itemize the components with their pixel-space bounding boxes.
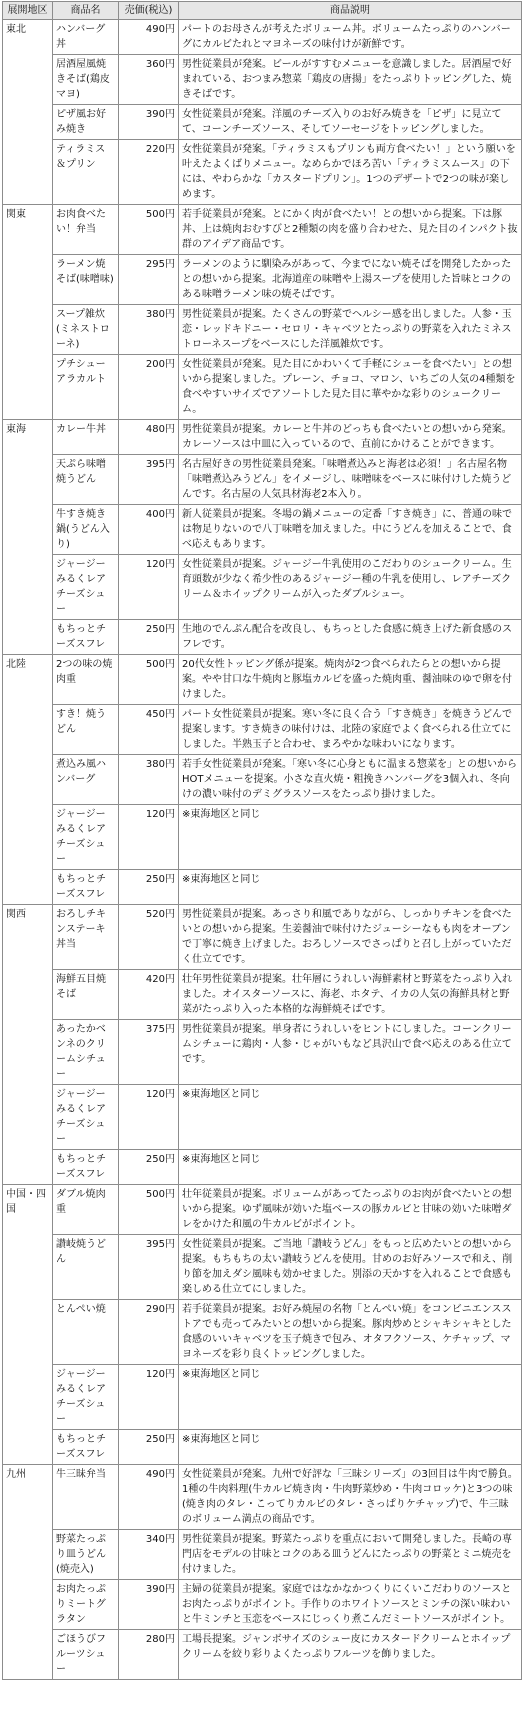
product-name-cell: もちっとチーズスフレ	[53, 620, 119, 655]
product-name-cell: ジャージーみるくレアチーズシュー	[53, 555, 119, 620]
table-row	[3, 1465, 522, 1530]
price-cell: 500円	[119, 655, 179, 705]
table-row	[3, 1580, 522, 1630]
price-cell: 450円	[119, 705, 179, 755]
table-row	[3, 1085, 522, 1150]
product-name-cell: ラーメン焼そば(味噌味)	[53, 255, 119, 305]
table-row	[3, 1235, 522, 1300]
product-name-cell: ジャージーみるくレアチーズシュー	[53, 1365, 119, 1430]
price-cell: 120円	[119, 1365, 179, 1430]
description-cell: 男性従業員が提案。カレーと牛丼のどっちも食べたいとの想いから発案。カレーソースは中皿に入っているので、直前にかけることができます。	[179, 420, 522, 455]
table-row	[3, 805, 522, 870]
table-header-row	[3, 2, 522, 20]
description-cell: 男性従業員が提案。あっさり和風でありながら、しっかりチキンを食べたいとの想いから提案。生姜醤油で味付けたジューシーなもも肉をオーブンで丁寧に焼き上げました。おろしソースでさっぱりと召し上がっていただく仕立てです。	[179, 905, 522, 970]
price-cell: 290円	[119, 1300, 179, 1365]
table-row	[3, 505, 522, 555]
product-name-cell: カレー牛丼	[53, 420, 119, 455]
price-cell: 120円	[119, 1085, 179, 1150]
region-cell: 九州	[3, 1465, 53, 1680]
product-name-cell: おろしチキンステーキ丼当	[53, 905, 119, 970]
product-name-cell: ティラミス＆プリン	[53, 140, 119, 205]
table-row	[3, 755, 522, 805]
table-row	[3, 620, 522, 655]
description-cell: 女性従業員が発案。見た目にかわいくて手軽にシューを食べたい」との想いから提案しました。プレーン、チョコ、マロン、いちごの人気の4種類を食べやすいサイズでアソートした見た目に華やかな彩りのシュークリーム。	[179, 355, 522, 420]
description-cell: 若手女性従業員が発案。「寒い冬に心身ともに温まる惣菜を」との想いからHOTメニューを提案。小さな直火焼・粗挽きハンバーグを3個入れ、冬向けの濃い味付のデミグラスソースをたっぷり掛けました。	[179, 755, 522, 805]
description-cell: 壮年男性従業員が提案。壮年層にうれしい海鮮素材と野菜をたっぷり入れました。オイスターソースに、海老、ホタテ、イカの人気の海鮮具材と野菜がたっぷり入った本格的な海鮮焼そばです。	[179, 970, 522, 1020]
table-row	[3, 455, 522, 505]
product-table-container	[2, 1, 521, 1680]
product-name-cell: スープ雑炊(ミネストローネ)	[53, 305, 119, 355]
description-cell: 壮年従業員が提案。ボリュームがあってたっぷりのお肉が食べたいとの想いから提案。ゆず風味が効いた塩ベースの豚カルビと甘味の効いた味噌ダレをかけた和風の牛カルビがポイント。	[179, 1185, 522, 1235]
product-name-cell: ハンバーグ丼	[53, 20, 119, 55]
product-name-cell: 海鮮五目焼そば	[53, 970, 119, 1020]
product-name-cell: もちっとチーズスフレ	[53, 870, 119, 905]
region-cell: 北陸	[3, 655, 53, 905]
description-cell: ※東海地区と同じ	[179, 1365, 522, 1430]
product-name-cell: 讃岐焼うどん	[53, 1235, 119, 1300]
product-name-cell: 牛すき焼き鍋(うどん入り)	[53, 505, 119, 555]
table-row	[3, 1365, 522, 1430]
table-row	[3, 705, 522, 755]
price-cell: 120円	[119, 555, 179, 620]
price-cell: 120円	[119, 805, 179, 870]
description-cell: 男性従業員が発案。ビールがすすむメニューを意識しました。居酒屋で好まれている、おつまみ惣菜「鶏皮の唐揚」をたっぷりトッピングした、焼きそばです。	[179, 55, 522, 105]
table-row	[3, 20, 522, 55]
price-cell: 380円	[119, 755, 179, 805]
price-cell: 395円	[119, 1235, 179, 1300]
region-cell: 東北	[3, 20, 53, 205]
price-cell: 250円	[119, 870, 179, 905]
description-cell: ※東海地区と同じ	[179, 870, 522, 905]
description-cell: 工場長提案。ジャンボサイズのシュー皮にカスタードクリームとホイップクリームを絞り彩りよくたっぷりフルーツを飾りました。	[179, 1630, 522, 1680]
price-cell: 250円	[119, 1150, 179, 1185]
price-cell: 250円	[119, 620, 179, 655]
header-price: 売価(税込)	[119, 2, 179, 20]
price-cell: 220円	[119, 140, 179, 205]
price-cell: 375円	[119, 1020, 179, 1085]
region-cell: 中国・四国	[3, 1185, 53, 1465]
product-name-cell: とんぺい焼	[53, 1300, 119, 1365]
product-name-cell: 煮込み風ハンバーグ	[53, 755, 119, 805]
product-name-cell: 天ぷら味噌焼うどん	[53, 455, 119, 505]
product-name-cell: ダブル焼肉重	[53, 1185, 119, 1235]
table-row	[3, 970, 522, 1020]
header-region: 展開地区	[3, 2, 53, 20]
description-cell: ※東海地区と同じ	[179, 1085, 522, 1150]
table-row	[3, 205, 522, 255]
region-cell: 東海	[3, 420, 53, 655]
description-cell: ※東海地区と同じ	[179, 1430, 522, 1465]
product-name-cell: ジャージーみるくレアチーズシュー	[53, 1085, 119, 1150]
price-cell: 420円	[119, 970, 179, 1020]
table-row	[3, 105, 522, 140]
table-row	[3, 305, 522, 355]
table-row	[3, 905, 522, 970]
description-cell: 男性従業員が提案。単身者にうれしいをヒントにしました。コーンクリームシチューに鶏肉・人参・じゃがいもなど具沢山で食べ応えのある仕立てです。	[179, 1020, 522, 1085]
table-row	[3, 140, 522, 205]
description-cell: 20代女性トッピング係が提案。焼肉が2つ食べられたらとの想いから提案。やや甘口な牛焼肉と豚塩カルビを盛った焼肉重、醤油味のゆで卵を付けました。	[179, 655, 522, 705]
description-cell: 若手従業員が提案。お好み焼屋の名物「とんぺい焼」をコンビニエンスストアでも売ってみたいとの想いから提案。豚肉炒めとシャキシャキとした食感のいいキャベツを玉子焼きで包み、オタフクソース、ケチャップ、マヨネーズを彩り良くトッピングしました。	[179, 1300, 522, 1365]
description-cell: 女性従業員が発案。九州で好評な「三昧シリーズ」の3回目は牛肉で勝負。1種の牛肉料理(牛カルビ焼き肉・牛肉野菜炒め・牛肉コロッケ)と3つの味(焼き肉のタレ・こってりカルビのタレ・さっぱりケチャップ)で、牛三昧のボリューム満点の商品です。	[179, 1465, 522, 1530]
description-cell: 女性従業員が提案。ご当地「讃岐うどん」をもっと広めたいとの想いから提案。もちもちの太い讃岐うどんを使用。甘めのお好みソースで和え、削り節を加えダシ風味も効かせました。別添の天かすを入れることで食感も楽しめる仕立てにしました。	[179, 1235, 522, 1300]
table-row	[3, 1300, 522, 1365]
table-row	[3, 1150, 522, 1185]
table-row	[3, 1430, 522, 1465]
price-cell: 480円	[119, 420, 179, 455]
product-name-cell: もちっとチーズスフレ	[53, 1430, 119, 1465]
product-name-cell: あったかベンネのクリームシチュー	[53, 1020, 119, 1085]
price-cell: 250円	[119, 1430, 179, 1465]
table-row	[3, 1630, 522, 1680]
description-cell: パート女性従業員が提案。寒い冬に良く合う「すき焼き」を焼きうどんで提案します。すき焼きの味付けは、北陸の家庭でよく食べられる仕立てにしました。半熟玉子と合わせ、まろやかな味わいになります。	[179, 705, 522, 755]
product-name-cell: もちっとチーズスフレ	[53, 1150, 119, 1185]
product-name-cell: お肉たっぷりミートグラタン	[53, 1580, 119, 1630]
price-cell: 400円	[119, 505, 179, 555]
header-description: 商品説明	[179, 2, 522, 20]
table-row	[3, 255, 522, 305]
price-cell: 200円	[119, 355, 179, 420]
product-name-cell: お肉食べたい！弁当	[53, 205, 119, 255]
price-cell: 340円	[119, 1530, 179, 1580]
price-cell: 500円	[119, 205, 179, 255]
description-cell: 新人従業員が提案。冬場の鍋メニューの定番「すき焼き」に、普通の味では物足りないので八丁味噌を加えました。中にうどんを加えることで、食べ応えもあります。	[179, 505, 522, 555]
description-cell: 男性従業員が提案。たくさんの野菜でヘルシー感を出しました。人参・玉恋・レッドキドニー・セロリ・キャベツとたっぷりの野菜を入れたミネストローネスープをベースにした洋風雑炊です。	[179, 305, 522, 355]
price-cell: 395円	[119, 455, 179, 505]
price-cell: 390円	[119, 105, 179, 140]
price-cell: 295円	[119, 255, 179, 305]
price-cell: 390円	[119, 1580, 179, 1630]
description-cell: 若手従業員が発案。とにかく肉が食べたい！との想いから提案。下は豚丼、上は焼肉おむすびと2種類の肉を盛り合わせた、見た目のインパクト抜群のアイデア商品です。	[179, 205, 522, 255]
price-cell: 520円	[119, 905, 179, 970]
header-product-name: 商品名	[53, 2, 119, 20]
table-row	[3, 355, 522, 420]
price-cell: 490円	[119, 20, 179, 55]
price-cell: 500円	[119, 1185, 179, 1235]
description-cell: 生地のでんぷん配合を改良し、もちっとした食感に焼き上げた新食感のスフレです。	[179, 620, 522, 655]
table-row	[3, 1530, 522, 1580]
product-name-cell: すき！焼うどん	[53, 705, 119, 755]
table-row	[3, 1020, 522, 1085]
price-cell: 490円	[119, 1465, 179, 1530]
region-cell: 関西	[3, 905, 53, 1185]
description-cell: パートのお母さんが考えたボリューム丼。ボリュームたっぷりのハンバーグにカルビたれとマヨネーズの味付けが新鮮です。	[179, 20, 522, 55]
description-cell: 女性従業員が発案。「ティラミスもプリンも両方食べたい！」という願いを叶えたよくばりメニュー。なめらかでほろ苦い「ティラミスムース」の下には、やわらかな「カスタードプリン」。1つのデザートで2つの味が楽しめます。	[179, 140, 522, 205]
price-cell: 360円	[119, 55, 179, 105]
product-name-cell: プチシューアラカルト	[53, 355, 119, 420]
table-row	[3, 555, 522, 620]
table-row	[3, 655, 522, 705]
product-name-cell: 牛三昧弁当	[53, 1465, 119, 1530]
product-name-cell: 野菜たっぷり皿うどん(焼売入)	[53, 1530, 119, 1580]
product-name-cell: 2つの味の焼肉重	[53, 655, 119, 705]
description-cell: ※東海地区と同じ	[179, 1150, 522, 1185]
description-cell: ※東海地区と同じ	[179, 805, 522, 870]
product-name-cell: 居酒屋風焼きそば(鶏皮マヨ)	[53, 55, 119, 105]
product-name-cell: ジャージーみるくレアチーズシュー	[53, 805, 119, 870]
product-name-cell: ピザ風お好み焼き	[53, 105, 119, 140]
product-name-cell: ごほうびフルーツシュー	[53, 1630, 119, 1680]
price-cell: 280円	[119, 1630, 179, 1680]
table-row	[3, 1185, 522, 1235]
description-cell: 女性従業員が提案。ジャージー牛乳使用のこだわりのシュークリーム。生育頭数が少なく希少性のあるジャージー種の牛乳を使用し、レアチーズクリーム＆ホイップクリームが入ったダブルシュー。	[179, 555, 522, 620]
table-body	[3, 20, 522, 1680]
table-row	[3, 870, 522, 905]
description-cell: 名古屋好きの男性従業員発案。「味噌煮込みと海老は必須！」名古屋名物「味噌煮込みうどん」をイメージし、味噌味をベースに味付けした焼うどんです。名古屋の人気具材海老2本入り。	[179, 455, 522, 505]
description-cell: 主婦の従業員が提案。家庭ではなかなかつくりにくいこだわりのソースとお肉たっぷりがポイント。手作りのホワイトソースとミンチの深い味わいと牛ミンチと玉恋をベースにじっくり煮こんだミートソースがポイント。	[179, 1580, 522, 1630]
product-table	[2, 1, 522, 1680]
description-cell: 男性従業員が提案。野菜たっぷりを重点において開発しました。長崎の専門店をモデルの甘味とコクのある皿うどんにたっぷりの野菜とミニ焼売を付けました。	[179, 1530, 522, 1580]
table-row	[3, 420, 522, 455]
table-row	[3, 55, 522, 105]
region-cell: 関東	[3, 205, 53, 420]
description-cell: 女性従業員が発案。洋風のチーズ入りのお好み焼きを「ピザ」に見立てて、コーンチーズソース、そしてソーセージをトッピングしました。	[179, 105, 522, 140]
description-cell: ラーメンのように馴染みがあって、今までにない焼そばを開発したかったとの想いから提案。北海道産の味噌や上湯スープを使用した旨味とコクのある味噌ラーメン味の焼そばです。	[179, 255, 522, 305]
price-cell: 380円	[119, 305, 179, 355]
